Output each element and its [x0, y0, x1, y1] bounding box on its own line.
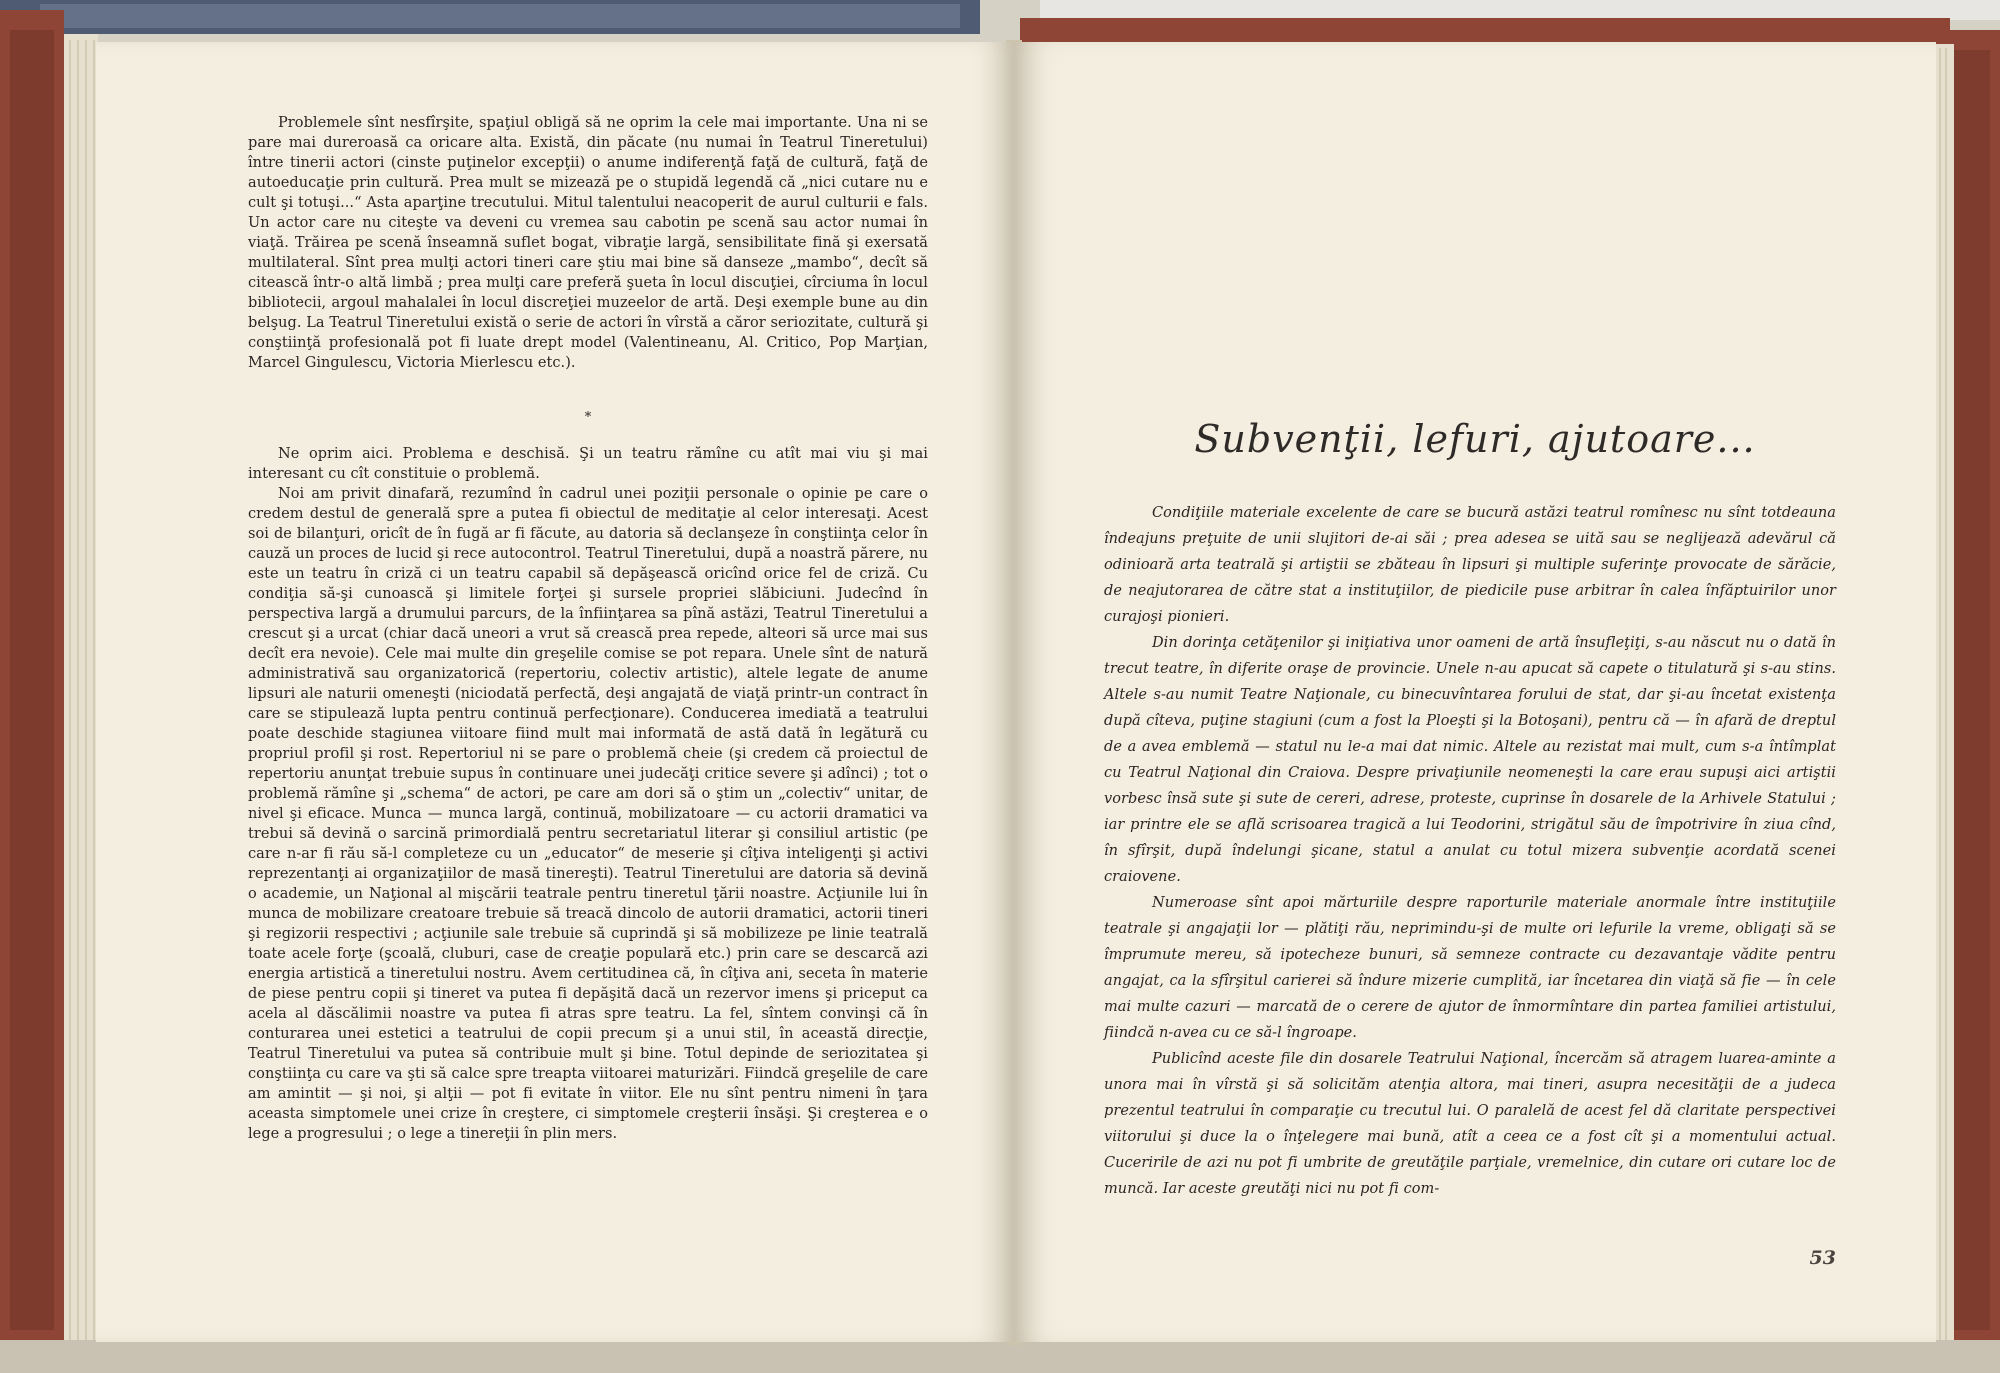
right-page	[1014, 42, 1936, 1342]
right-body-text	[1104, 500, 1836, 1202]
section-separator: *	[584, 410, 592, 425]
paragraph: Din dorinţa cetăţenilor şi iniţiativa unor oameni de artă însufleţiţi, s-au născut nu o dată în trecut teatre, în diferite oraşe de provincie. Unele n-au apucat să capete o titulatură şi s-au stins. Altele s-au numit Teatre Naţionale, cu binecuvîntarea forului de stat, dar şi-au încetat existenţa după cîteva, puţine stagiuni (cum a fost la Ploeşti şi la Botoşani), pentru că — în afară de dreptul de a avea emblemă — statul nu le-a mai dat nimic. Altele au rezistat mai mult, cum s-a întîmplat cu Teatrul Naţional din Craiova. Despre privaţiunile neomeneşti la care erau supuşi aici artiştii vorbesc însă sute şi sute de cereri, adrese, proteste, cuprinse în dosarele de la Arhivele Statului ; iar printre ele se află scrisoarea tragică a lui Teodorini, strigătul său de împotrivire în ziua cînd, în sfîrşit, după îndelungi şicane, statul a anulat cu totul mizera subvenţie acordată scenei craiovene.	[1104, 635, 1836, 885]
paragraph: Ne oprim aici. Problema e deschisă. Şi un teatru rămîne cu atît mai viu şi mai interesant cu cît constituie o problemă.	[248, 446, 928, 482]
paragraph: Numeroase sînt apoi mărturiile despre raporturile materiale anormale între instituţiile teatrale şi angajaţii lor — plătiţi rău, neprimindu-şi de multe ori lefurile la vreme, obligaţi să se împrumute mereu, să ipotecheze bunuri, să semneze contracte cu dezavantaje vădite pentru angajat, ca la sfîrşitul carierei să îndure mizerie cumplită, iar încetarea din viaţă să fie — în cele mai multe cazuri — marcată de o cerere de ajutor de înmormîntare din partea familiei artistului, fiindcă n-avea cu ce să-l îngroape.	[1104, 895, 1836, 1041]
paragraph: Noi am privit dinafară, rezumînd în cadrul unei poziţii personale o opinie pe care o credem destul de generală spre a putea fi obiectul de meditaţie al celor interesaţi. Acest soi de bilanţuri, oricît de în fugă ar fi făcute, au datoria să declanşeze în conştiinţa celor în cauză un proces de lucid şi rece autocontrol. Teatrul Tineretului, după a noastră părere, nu este un teatru în criză ci un teatru capabil să depăşească oricînd orice fel de criză. Cu condiţia să-şi cunoască şi limitele forţei şi sursele propriei slăbiciuni. Judecînd în perspectiva largă a drumului parcurs, de la înfiinţarea sa pînă astăzi, Teatrul Tineretului a crescut şi a urcat (chiar dacă uneori a vrut să crească prea repede, alteori să urce mai sus decît era nevoie). Cele mai multe din greşelile comise se pot repara. Unele sînt de natură administrativă sau organizatorică (repertoriu, colectiv artistic), altele legate de anume lipsuri ale naturii omeneşti (niciodată perfectă, deşi angajată de viaţă printr-un contract în care se stipulează lupta pentru continuă perfecţionare). Conducerea imediată a teatrului poate deschide stagiunea viitoare fiind mult mai informată de astă dată în legătură cu propriul profil şi rost. Repertoriul ni se pare o problemă cheie (şi credem că proiectul de repertoriu anunţat trebuie supus în continuare unei judecăţi critice severe şi adînci) ; tot o problemă rămîne şi „schema“ de actori, pe care am dori să o ştim un „colectiv“ unitar, de nivel şi eficace. Munca — munca largă, continuă, mobilizatoare — cu actorii dramatici va trebui să devină o sarcină primordială pentru secretariatul literar şi consiliul artistic (pe care n-ar fi rău să-l completeze cu un „educator“ de meserie şi cîţiva inteligenţi şi activi reprezentanţi ai organizaţiilor de masă tinereşti). Teatrul Tineretului are datoria să devină o academie, un Naţional al mişcării teatrale pentru tineretul ţării noastre. Acţiunile lui în munca de mobilizare creatoare trebuie să treacă dincolo de autorii dramatici, actorii tineri şi regizorii respectivi ; acţiunile sale trebuie să cuprindă şi să mobilizeze pe linie teatrală toate acele forţe (şcoală, cluburi, case de creaţie populară etc.) prin care se descarcă azi energia artistică a tineretului nostru. Avem certitudinea că, în cîţiva ani, seceta în materie de piese pentru copii şi tineret va putea fi depăşită dacă un rezervor imens şi priceput ca acela al dăscălimii noastre va putea fi atras spre teatru. La fel, sîntem convinşi că în conturarea unei estetici a teatrului de copii precum şi a unui stil, în această direcţie, Teatrul Tineretului va putea să contribuie mult şi bine. Totul depinde de seriozitatea şi conştiinţa cu care va şti să calce spre treapta viitoarei maturizări. Fiindcă greşelile de care am amintit — şi noi, şi alţii — pot fi evitate în viitor. Ele nu sînt pentru nimeni în ţara aceasta simptomele unei crize în creştere, ci simptomele creşterii însăşi. Şi creşterea e o lege a progresului ; o lege a tinereţii în plin mers.	[248, 486, 928, 1142]
left-top-text	[248, 113, 928, 373]
paragraph: Condiţiile materiale excelente de care se bucură astăzi teatrul romînesc nu sînt totdeauna îndeajuns preţuite de unii slujitori de-ai săi ; prea adesea se uită sau se neglijează adevărul că odinioară arta teatrală şi artiştii se zbăteau în lipsuri şi multiple suferinţe provocate de sărăcie, de neajutorarea de către stat a instituţiilor, de piedicile puse arbitrar în calea înfăptuirilor unor curajoşi pionieri.	[1104, 505, 1836, 625]
page-number: 53	[1809, 1247, 1836, 1269]
chapter-title: Subvenţii, lefuri, ajutoare...	[1194, 417, 1756, 461]
paragraph: Problemele sînt nesfîrşite, spaţiul obligă să ne oprim la cele mai importante. Una ni se pare mai dureroasă ca oricare alta. Există, din păcate (nu numai în Teatrul Tineretului) între tinerii actori (cinste puţinelor excepţii) o anume indiferenţă faţă de cultură, faţă de autoeducaţie prin cultură. Prea mult se mizează pe o stupidă legendă că „nici cutare nu e cult şi totuşi...“ Asta aparţine trecutului. Mitul talentului neacoperit de aurul culturii e fals. Un actor care nu citeşte va deveni cu vremea sau cabotin pe scenă sau actor numai în viaţă. Trăirea pe scenă înseamnă suflet bogat, vibraţie largă, sensibilitate fină şi exersată multilateral. Sînt prea mulţi actori tineri care ştiu mai bine să danseze „mambo“, decît să citească într-o altă limbă ; prea mulţi care preferă şueta în locul discuţiei, cîrciuma în locul bibliotecii, argoul mahalalei în locul discreţiei muzeelor de artă. Deşi exemple bune au din belşug. La Teatrul Tineretului există o serie de actori în vîrstă a căror seriozitate, cultură şi conştiinţă profesională pot fi luate drept model (Valentineanu, Al. Critico, Pop Marţian, Marcel Gingulescu, Victoria Mierlescu etc.).	[248, 115, 928, 371]
left-bottom-text	[248, 444, 928, 1144]
paragraph: Publicînd aceste file din dosarele Teatrului Naţional, încercăm să atragem luarea-aminte a unora mai în vîrstă şi să solicităm atenţia altora, mai tineri, asupra necesităţii de a judeca prezentul teatrului în comparaţie cu trecutul lui. O paralelă de acest fel dă claritate perspectivei viitorului şi duce la o înţelegere mai bună, atît a ceea ce a fost cît şi a momentului actual. Cuceririle de azi nu pot fi umbrite de greutăţile parţiale, vremelnice, din cutare ori cutare loc de muncă. Iar aceste greutăţi nici nu pot fi com-	[1104, 1051, 1836, 1197]
left-page	[96, 42, 1014, 1342]
